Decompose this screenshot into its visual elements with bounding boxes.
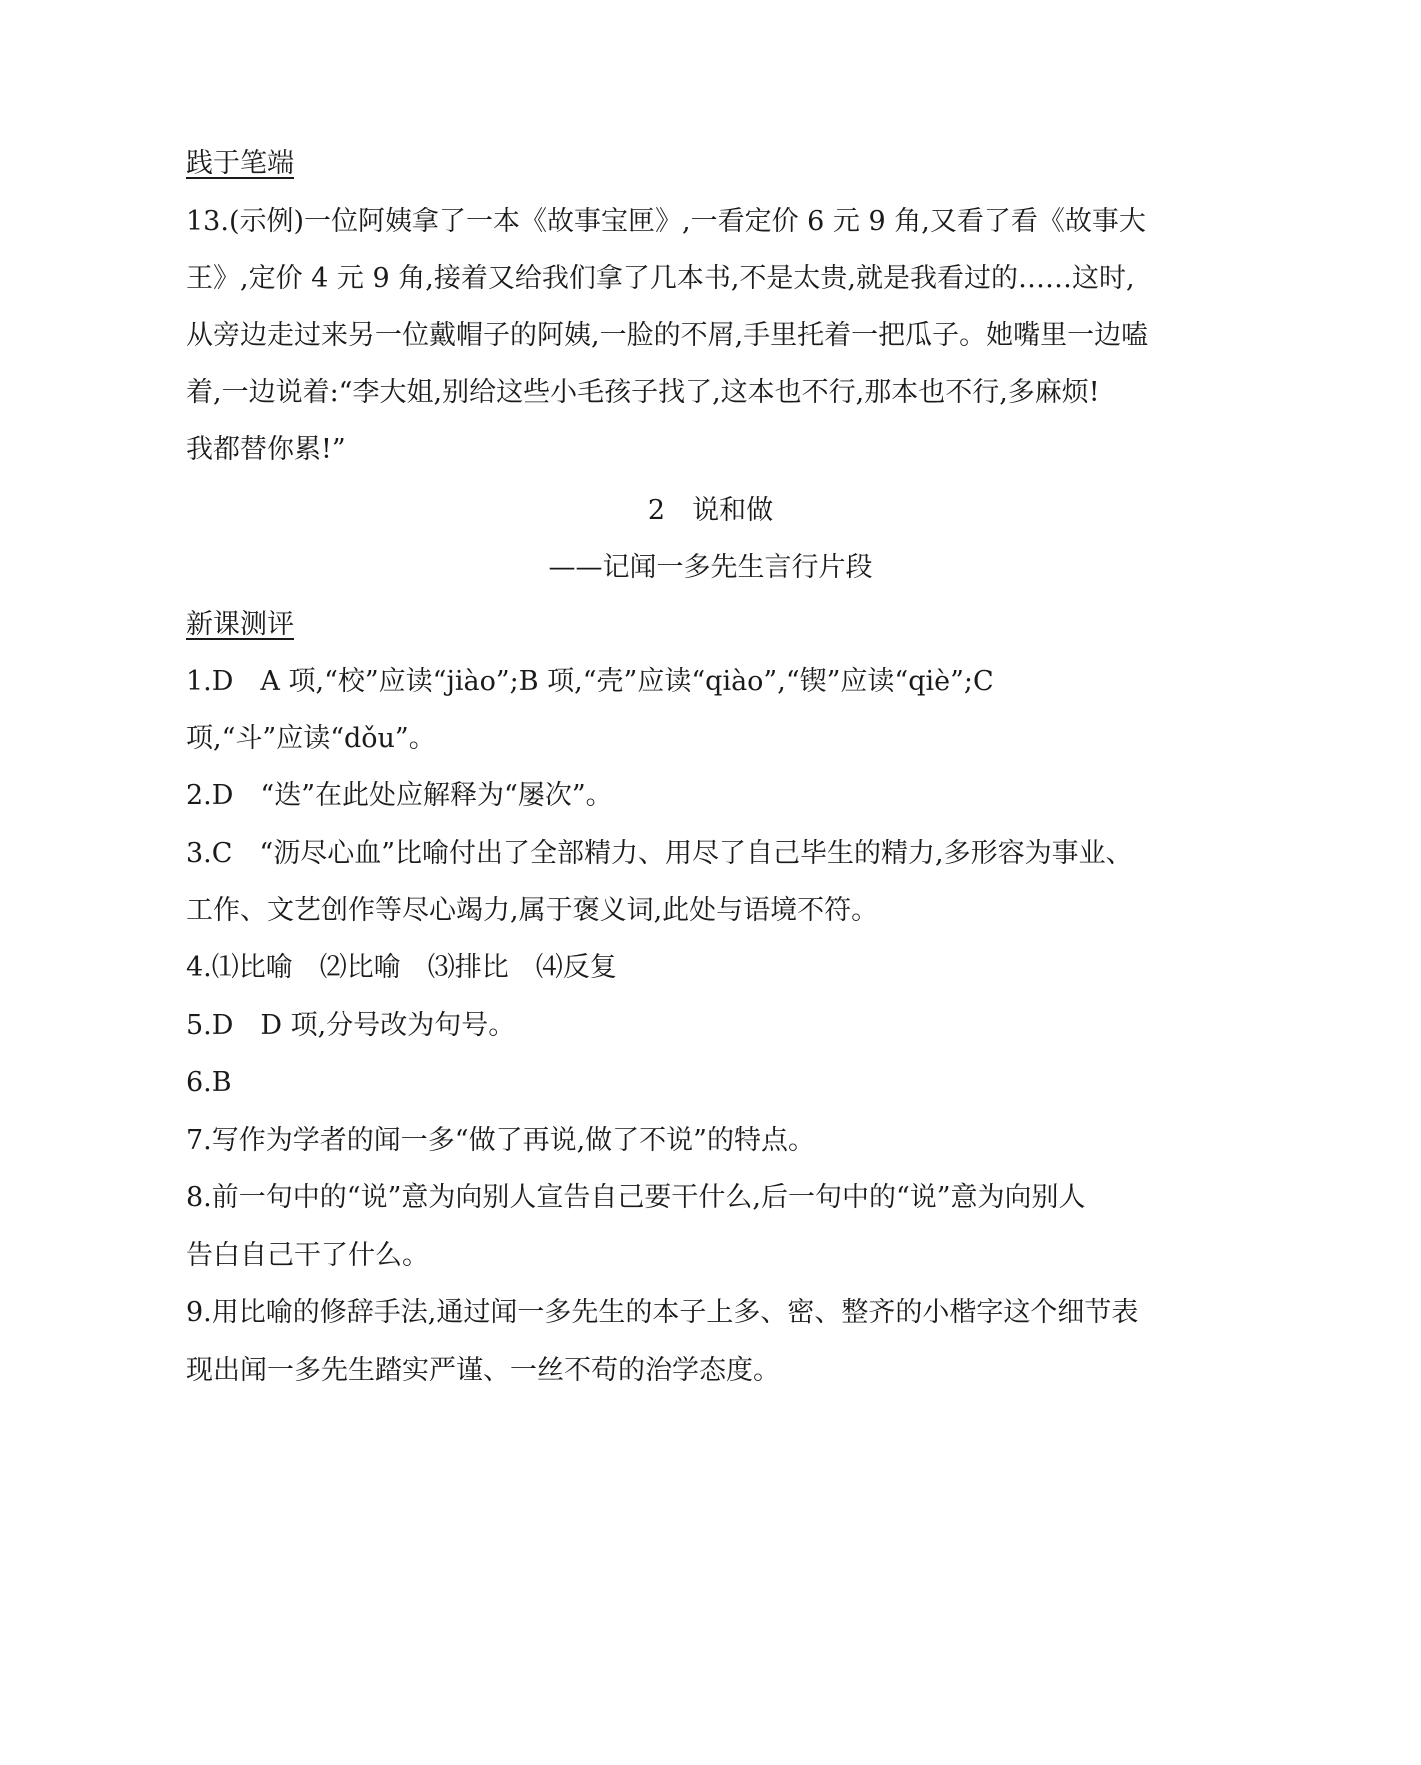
lesson-title: 2 说和做 <box>647 495 774 526</box>
answer-7: 7.写作为学者的闻一多“做了再说,做了不说”的特点。 <box>186 1125 815 1156</box>
answer-13-line-2: 王》,定价 4 元 9 角,接着又给我们拿了几本书,不是太贵,就是我看过的……这时, <box>186 263 1135 294</box>
answer-1-line-2: 项,“斗”应读“dǒu”。 <box>186 723 436 754</box>
answer-13-line-1: 13.(示例)一位阿姨拿了一本《故事宝匣》,一看定价 6 元 9 角,又看了看《故事大 <box>186 206 1146 237</box>
answer-13-line-5: 我都替你累!” <box>186 434 346 465</box>
answer-8-line-2: 告白自己干了什么。 <box>186 1240 429 1271</box>
lesson-subtitle: ——记闻一多先生言行片段 <box>548 552 873 583</box>
answer-1-line-1: 1.D A 项,“校”应读“jiào”;B 项,“壳”应读“qiào”,“锲”应读“qiè”;C <box>186 666 994 697</box>
answer-6: 6.B <box>186 1067 232 1098</box>
section-heading-assessment: 新课测评 <box>186 609 294 640</box>
answer-13-line-3: 从旁边走过来另一位戴帽子的阿姨,一脸的不屑,手里托着一把瓜子。她嘴里一边嗑 <box>186 320 1149 351</box>
answer-5: 5.D D 项,分号改为句号。 <box>186 1010 516 1041</box>
answer-3-line-2: 工作、文艺创作等尽心竭力,属于褒义词,此处与语境不符。 <box>186 895 879 926</box>
answer-4: 4.⑴比喻 ⑵比喻 ⑶排比 ⑷反复 <box>186 952 617 983</box>
section-heading-practice: 践于笔端 <box>186 148 294 179</box>
answer-9-line-2: 现出闻一多先生踏实严谨、一丝不苟的治学态度。 <box>186 1355 780 1386</box>
answer-13-line-4: 着,一边说着:“李大姐,别给这些小毛孩子找了,这本也不行,那本也不行,多麻烦! <box>186 377 1100 408</box>
answer-3-line-1: 3.C “沥尽心血”比喻付出了全部精力、用尽了自己毕生的精力,多形容为事业、 <box>186 838 1133 869</box>
answer-2: 2.D “迭”在此处应解释为“屡次”。 <box>186 780 613 811</box>
answer-8-line-1: 8.前一句中的“说”意为向别人宣告自己要干什么,后一句中的“说”意为向别人 <box>186 1182 1086 1213</box>
answer-9-line-1: 9.用比喻的修辞手法,通过闻一多先生的本子上多、密、整齐的小楷字这个细节表 <box>186 1297 1139 1328</box>
